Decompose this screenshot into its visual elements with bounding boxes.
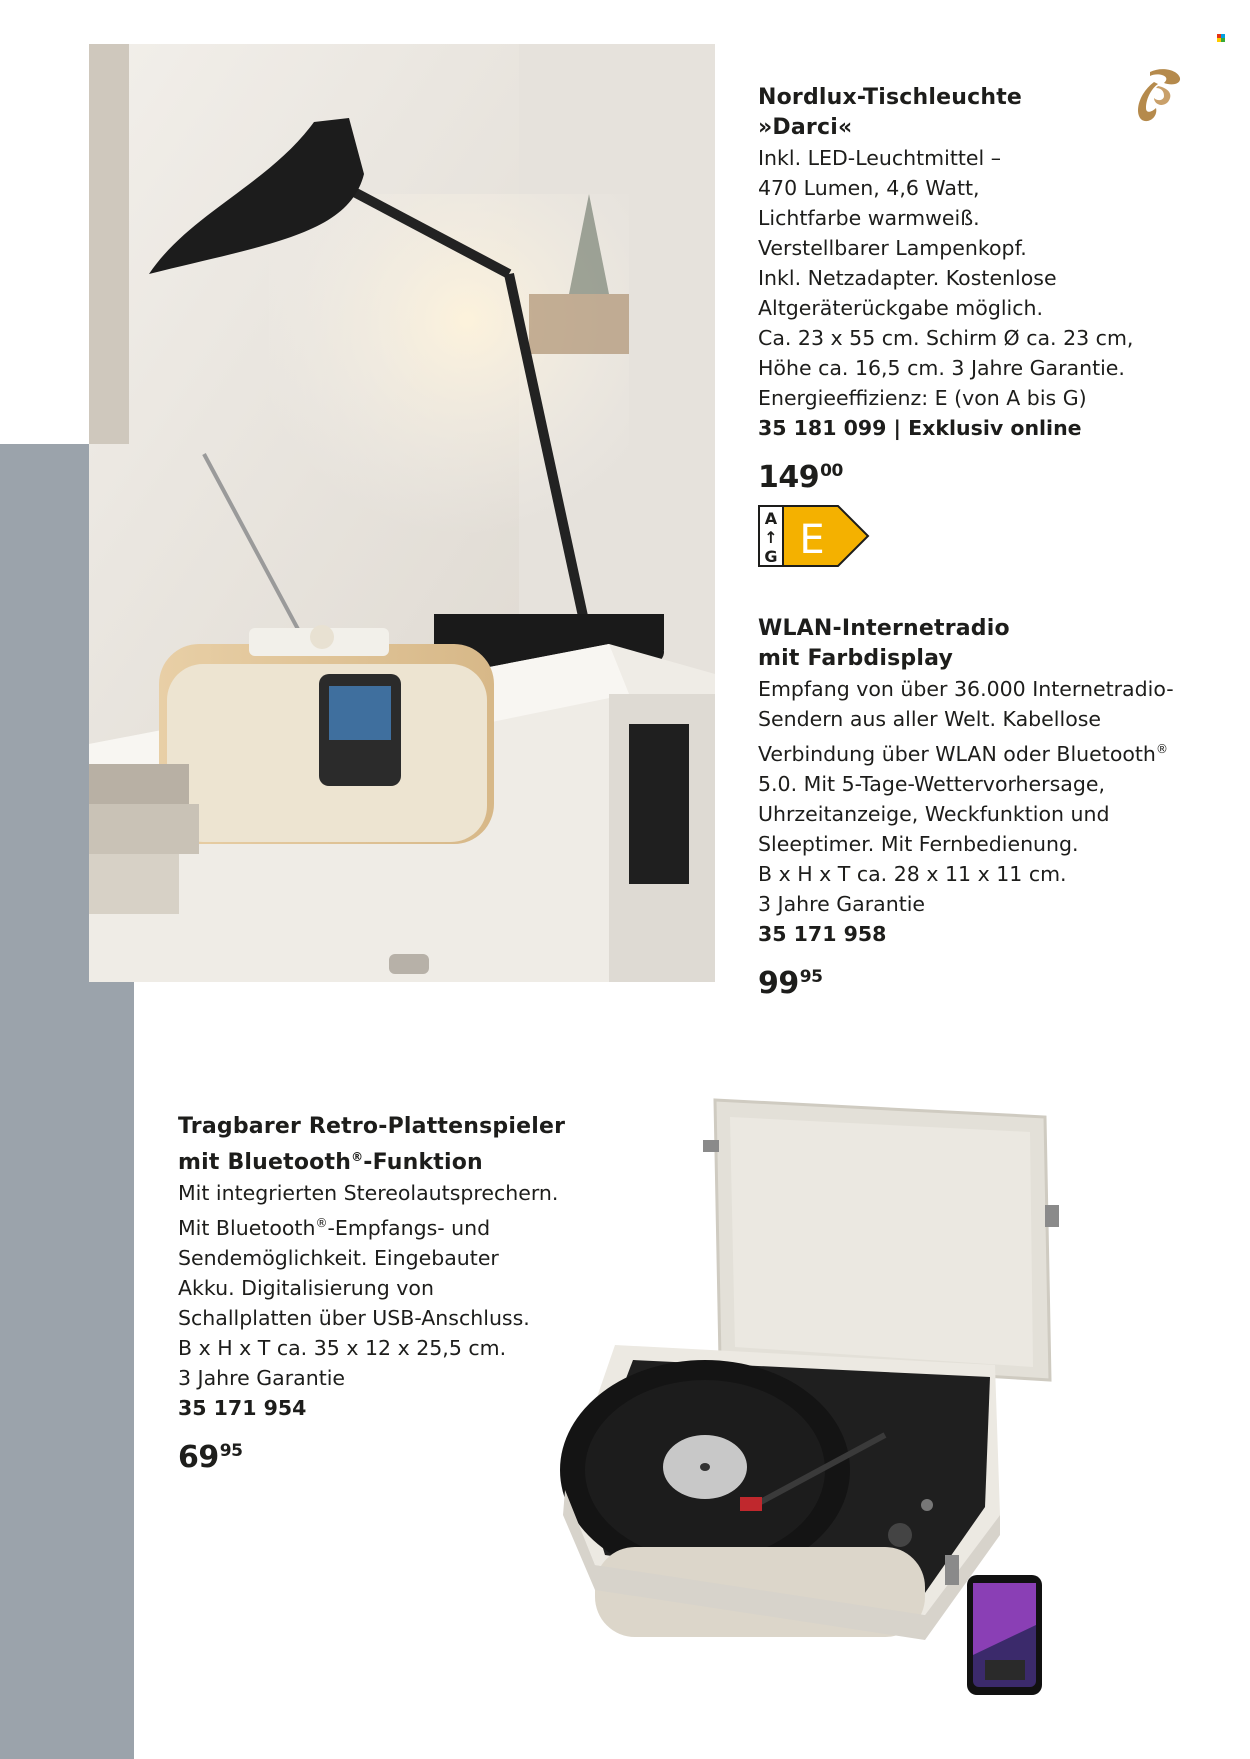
energy-class: E <box>799 517 825 563</box>
registered-mark: ® <box>315 1216 328 1230</box>
lamp-radio-illustration <box>89 44 715 982</box>
price-cents: 95 <box>219 1441 243 1461</box>
product-title-line1: WLAN-Internetradio <box>758 616 1010 641</box>
price-cents: 95 <box>799 967 823 987</box>
product-description-line <box>758 734 1228 769</box>
product-description-line: 3 Jahre Garantie <box>758 892 926 916</box>
product-description-line: Sleeptimer. Mit Fernbedienung. <box>758 832 1079 856</box>
lamp-radio-photo <box>89 44 715 982</box>
price <box>758 957 1228 1004</box>
product-title-line2: mit Farbdisplay <box>758 646 954 671</box>
price-main: 69 <box>178 1440 219 1475</box>
title-text: -Funktion <box>363 1150 483 1175</box>
price <box>758 451 1218 498</box>
energy-scale-bottom: G <box>764 547 778 566</box>
product-description-line: 5.0. Mit 5-Tage-Wettervorhersage, <box>758 772 1105 796</box>
price-main: 99 <box>758 966 799 1001</box>
product-description-line: B x H x T ca. 28 x 11 x 11 cm. <box>758 862 1067 886</box>
article-number: 35 171 954 <box>178 1396 307 1420</box>
energy-scale-top: A <box>764 509 778 528</box>
product-title-line2 <box>178 1142 598 1178</box>
registered-mark: ® <box>351 1150 364 1164</box>
registered-mark: ® <box>1155 742 1168 756</box>
grey-band-lower <box>0 978 134 1759</box>
product-title-line1: Nordlux-Tischleuchte <box>758 85 1023 110</box>
product-description: Sendemöglichkeit. Eingebauter Akku. Digitalisierung von Schallplatten über USB-Anschluss. B x H x T ca. 35 x 12 x 25,5 cm. 3 Jahre Garantie <box>178 1246 530 1390</box>
energy-scale-arrow-icon: ↑ <box>764 528 778 547</box>
description-text: -Empfangs- und <box>327 1216 491 1240</box>
description-text: Mit Bluetooth <box>178 1216 316 1240</box>
product-description-line: Sendern aus aller Welt. Kabellose <box>758 707 1102 731</box>
energy-efficiency-label <box>758 505 870 567</box>
corner-mark-icon <box>1217 34 1225 42</box>
article-number: 35 181 099 | Exklusiv online <box>758 416 1082 440</box>
product-record-player <box>178 1112 598 1478</box>
product-title-line2: »Darci« <box>758 115 853 140</box>
article-number: 35 171 958 <box>758 922 887 946</box>
product-description: Inkl. LED-Leuchtmittel – 470 Lumen, 4,6 Watt, Lichtfarbe warmweiß. Verstellbarer Lampenkopf. Inkl. Netzadapter. Kostenlose Altgeräterückgabe möglich. Ca. 23 x 55 cm. Schirm Ø ca. 23 cm, Höhe ca. 16,5 cm. 3 Jahre Garantie. Energieeffizienz: E (von A bis G) <box>758 146 1134 410</box>
price-main: 149 <box>758 460 820 495</box>
product-description-line: Empfang von über 36.000 Internetradio- <box>758 677 1174 701</box>
product-title-line1: Tragbarer Retro-Plattenspieler <box>178 1114 566 1139</box>
record-player-photo <box>555 1095 1065 1700</box>
product-wlan-radio <box>758 614 1228 1004</box>
description-text: Verbindung über WLAN oder Bluetooth <box>758 742 1156 766</box>
product-description-line: Uhrzeitanzeige, Weckfunktion und <box>758 802 1110 826</box>
price-cents: 00 <box>820 461 843 481</box>
product-description-line <box>178 1208 598 1243</box>
price <box>178 1431 598 1478</box>
title-text: mit Bluetooth <box>178 1150 352 1175</box>
product-description-line: Mit integrierten Stereolautsprechern. <box>178 1181 559 1205</box>
record-player-illustration <box>555 1095 1065 1700</box>
grey-band-upper <box>0 444 90 980</box>
product-nordlux-lamp <box>758 83 1218 498</box>
